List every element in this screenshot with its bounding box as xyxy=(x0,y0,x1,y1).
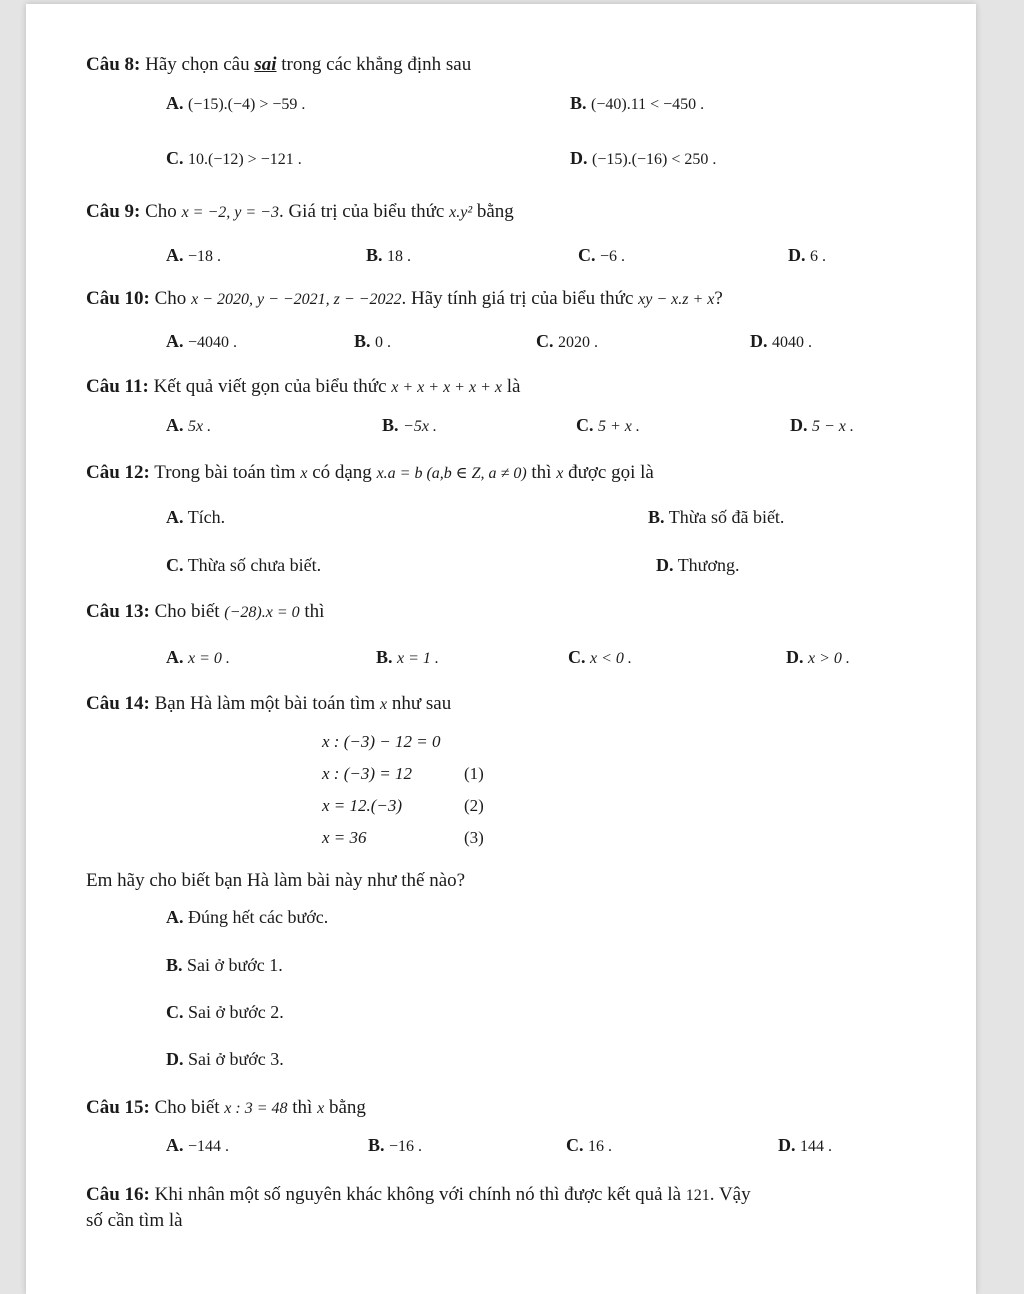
q9-option-a[interactable] xyxy=(166,245,221,266)
option-text: Sai ở bước 2. xyxy=(188,1002,284,1022)
question-text: bằng xyxy=(328,1097,366,1118)
q8-option-d[interactable] xyxy=(570,148,716,169)
question-10 xyxy=(86,288,723,310)
option-label: A. xyxy=(166,647,184,667)
question-label: Câu 16: xyxy=(86,1184,150,1205)
option-text: Thừa số chưa biết. xyxy=(187,555,322,575)
option-text: Tích. xyxy=(187,507,226,527)
question-label: Câu 11: xyxy=(86,376,149,397)
option-text: (−15).(−4) > −59 . xyxy=(188,96,306,113)
question-label: Câu 12: xyxy=(86,462,150,483)
option-text: 6 . xyxy=(810,248,826,265)
option-label: C. xyxy=(566,1135,584,1155)
question-expression: x.y² xyxy=(449,204,473,221)
q15-option-d[interactable] xyxy=(778,1135,832,1156)
question-text: có dạng xyxy=(312,462,372,483)
step-equation: x = 12.(−3) xyxy=(322,796,403,815)
option-label: A. xyxy=(166,93,184,113)
option-text: Sai ở bước 1. xyxy=(187,955,283,975)
option-label: D. xyxy=(570,148,588,168)
question-math: x = −2, y = −3 xyxy=(181,204,279,221)
question-math: x − 2020, y − −2021, z − −2022 xyxy=(191,291,402,308)
question-16 xyxy=(86,1184,751,1206)
q9-option-d[interactable] xyxy=(788,245,826,266)
option-label: B. xyxy=(368,1135,385,1155)
question-text: Kết quả viết gọn của biểu thức xyxy=(153,376,387,397)
option-label: C. xyxy=(568,647,586,667)
q11-option-b[interactable] xyxy=(382,415,437,436)
question-11 xyxy=(86,376,520,398)
option-label: B. xyxy=(648,507,665,527)
question-variable: x xyxy=(300,465,308,482)
option-label: D. xyxy=(786,647,804,667)
option-text: 5x . xyxy=(188,418,212,435)
option-label: B. xyxy=(376,647,393,667)
question-label: Câu 15: xyxy=(86,1097,150,1118)
question-text: thì xyxy=(292,1097,313,1118)
question-text: Cho xyxy=(154,288,187,309)
step-tag: (2) xyxy=(464,796,484,815)
q12-option-b[interactable] xyxy=(648,507,784,528)
option-text: 4040 . xyxy=(772,334,812,351)
option-text: (−40).11 < −450 . xyxy=(591,96,705,113)
option-label: A. xyxy=(166,245,184,265)
question-text: Hãy chọn câu xyxy=(145,54,250,75)
q10-option-b[interactable] xyxy=(354,331,391,352)
option-label: D. xyxy=(166,1049,184,1069)
question-12 xyxy=(86,462,654,484)
option-text: (−15).(−16) < 250 . xyxy=(592,151,717,168)
q14-option-a[interactable] xyxy=(166,907,328,928)
question-text: Cho biết xyxy=(154,601,220,622)
option-label: B. xyxy=(366,245,383,265)
question-expression: x + x + x + x + x xyxy=(391,379,502,396)
option-label: B. xyxy=(166,955,183,975)
question-expression: x : 3 = 48 xyxy=(224,1100,288,1117)
q13-option-a[interactable] xyxy=(166,647,230,668)
question-expression: x.a = b (a,b ∈ Z, a ≠ 0) xyxy=(376,465,527,482)
option-label: D. xyxy=(788,245,806,265)
question-text: Khi nhân một số nguyên khác không với chính nó thì được kết quả là xyxy=(154,1184,682,1205)
option-text: 2020 . xyxy=(558,334,598,351)
question-text: bằng xyxy=(476,201,514,222)
q13-option-b[interactable] xyxy=(376,647,439,668)
option-text: x = 0 . xyxy=(188,650,230,667)
question-label: Câu 14: xyxy=(86,693,150,714)
option-text: 18 . xyxy=(387,248,412,265)
option-label: B. xyxy=(382,415,399,435)
question-label: Câu 13: xyxy=(86,601,150,622)
option-text: x < 0 . xyxy=(590,650,632,667)
option-label: C. xyxy=(578,245,596,265)
option-text: Đúng hết các bước. xyxy=(188,907,329,927)
q14-option-b[interactable] xyxy=(166,955,283,976)
solution-step xyxy=(322,764,412,784)
q13-option-c[interactable] xyxy=(568,647,632,668)
q8-option-b[interactable] xyxy=(570,93,704,114)
question-text: trong các khẳng định sau xyxy=(281,54,472,75)
question-15 xyxy=(86,1097,366,1119)
question-value: 121 xyxy=(685,1187,710,1204)
document-page xyxy=(26,4,976,1294)
option-text: −5x . xyxy=(403,418,437,435)
step-equation: x : (−3) = 12 xyxy=(322,764,412,783)
option-text: 144 . xyxy=(800,1138,832,1155)
question-prompt: Em hãy cho biết bạn Hà làm bài này như thế nào? xyxy=(86,870,466,891)
question-text: Bạn Hà làm một bài toán tìm xyxy=(154,693,376,714)
option-label: C. xyxy=(166,555,184,575)
question-9 xyxy=(86,201,514,223)
option-text: x > 0 . xyxy=(808,650,850,667)
q10-option-c[interactable] xyxy=(536,331,598,352)
question-label: Câu 9: xyxy=(86,201,141,222)
question-text: . Vậy xyxy=(709,1184,751,1205)
q12-option-a[interactable] xyxy=(166,507,225,528)
question-emphasis: sai xyxy=(254,54,277,75)
q12-option-d[interactable] xyxy=(656,555,739,576)
option-label: C. xyxy=(166,1002,184,1022)
question-text: Trong bài toán tìm xyxy=(154,462,296,483)
option-label: A. xyxy=(166,907,184,927)
question-expression: (−28).x = 0 xyxy=(224,604,300,621)
option-label: B. xyxy=(354,331,371,351)
question-text: . Hãy tính giá trị của biểu thức xyxy=(401,288,634,309)
q11-option-d[interactable] xyxy=(790,415,854,436)
question-13 xyxy=(86,601,324,623)
option-label: A. xyxy=(166,415,184,435)
q12-option-c[interactable] xyxy=(166,555,321,576)
q11-option-c[interactable] xyxy=(576,415,640,436)
question-variable: x xyxy=(379,696,388,713)
question-label: Câu 8: xyxy=(86,54,141,75)
question-text: được gọi là xyxy=(568,462,654,483)
option-text: Thừa số đã biết. xyxy=(668,507,785,527)
q10-option-d[interactable] xyxy=(750,331,812,352)
question-variable: x xyxy=(556,465,564,482)
option-text: 5 + x . xyxy=(598,418,640,435)
question-text: là xyxy=(506,376,521,397)
question-variable: x xyxy=(317,1100,325,1117)
q9-option-b[interactable] xyxy=(366,245,411,266)
question-8 xyxy=(86,54,471,76)
q14-option-c[interactable] xyxy=(166,1002,284,1023)
option-text: 16 . xyxy=(588,1138,612,1155)
option-label: D. xyxy=(656,555,674,575)
option-label: D. xyxy=(750,331,768,351)
option-text: 5 − x . xyxy=(812,418,854,435)
option-text: −18 . xyxy=(188,248,222,265)
step-tag: (3) xyxy=(464,828,484,847)
option-text: −4040 . xyxy=(188,334,238,351)
option-label: A. xyxy=(166,1135,184,1155)
question-text: Cho xyxy=(145,201,177,222)
option-text: Thương. xyxy=(677,555,740,575)
q11-option-a[interactable] xyxy=(166,415,211,436)
option-text: −16 . xyxy=(389,1138,423,1155)
solution-step xyxy=(322,796,402,816)
question-text: như sau xyxy=(391,693,452,714)
q15-option-a[interactable] xyxy=(166,1135,229,1156)
option-label: C. xyxy=(536,331,554,351)
question-16-continuation: số cần tìm là xyxy=(86,1210,183,1231)
option-text: 10.(−12) > −121 . xyxy=(188,151,302,168)
q14-option-d[interactable] xyxy=(166,1049,284,1070)
question-text: thì xyxy=(531,462,552,483)
q13-option-d[interactable] xyxy=(786,647,850,668)
q10-option-a[interactable] xyxy=(166,331,237,352)
q15-option-c[interactable] xyxy=(566,1135,612,1156)
option-text: Sai ở bước 3. xyxy=(188,1049,284,1069)
step-equation: x = 36 xyxy=(322,828,367,847)
q8-option-a[interactable] xyxy=(166,93,305,114)
option-label: A. xyxy=(166,331,184,351)
step-equation: x : (−3) − 12 = 0 xyxy=(322,732,441,751)
q15-option-b[interactable] xyxy=(368,1135,422,1156)
option-text: −6 . xyxy=(600,248,626,265)
question-text: thì xyxy=(304,601,325,622)
solution-step xyxy=(322,828,367,848)
q8-option-c[interactable] xyxy=(166,148,302,169)
step-tag: (1) xyxy=(464,764,484,783)
option-text: 0 . xyxy=(375,334,392,351)
option-label: D. xyxy=(778,1135,796,1155)
question-text: Cho biết xyxy=(154,1097,220,1118)
option-text: x = 1 . xyxy=(397,650,439,667)
question-14 xyxy=(86,693,451,715)
question-expression: xy − x.z + x xyxy=(638,291,715,308)
option-label: C. xyxy=(166,148,184,168)
option-text: −144 . xyxy=(188,1138,230,1155)
option-label: A. xyxy=(166,507,184,527)
question-text: . Giá trị của biểu thức xyxy=(278,201,445,222)
q9-option-c[interactable] xyxy=(578,245,625,266)
solution-step xyxy=(322,732,440,752)
option-label: B. xyxy=(570,93,587,113)
question-label: Câu 10: xyxy=(86,288,150,309)
question-text: ? xyxy=(714,288,723,309)
option-label: D. xyxy=(790,415,808,435)
option-label: C. xyxy=(576,415,594,435)
